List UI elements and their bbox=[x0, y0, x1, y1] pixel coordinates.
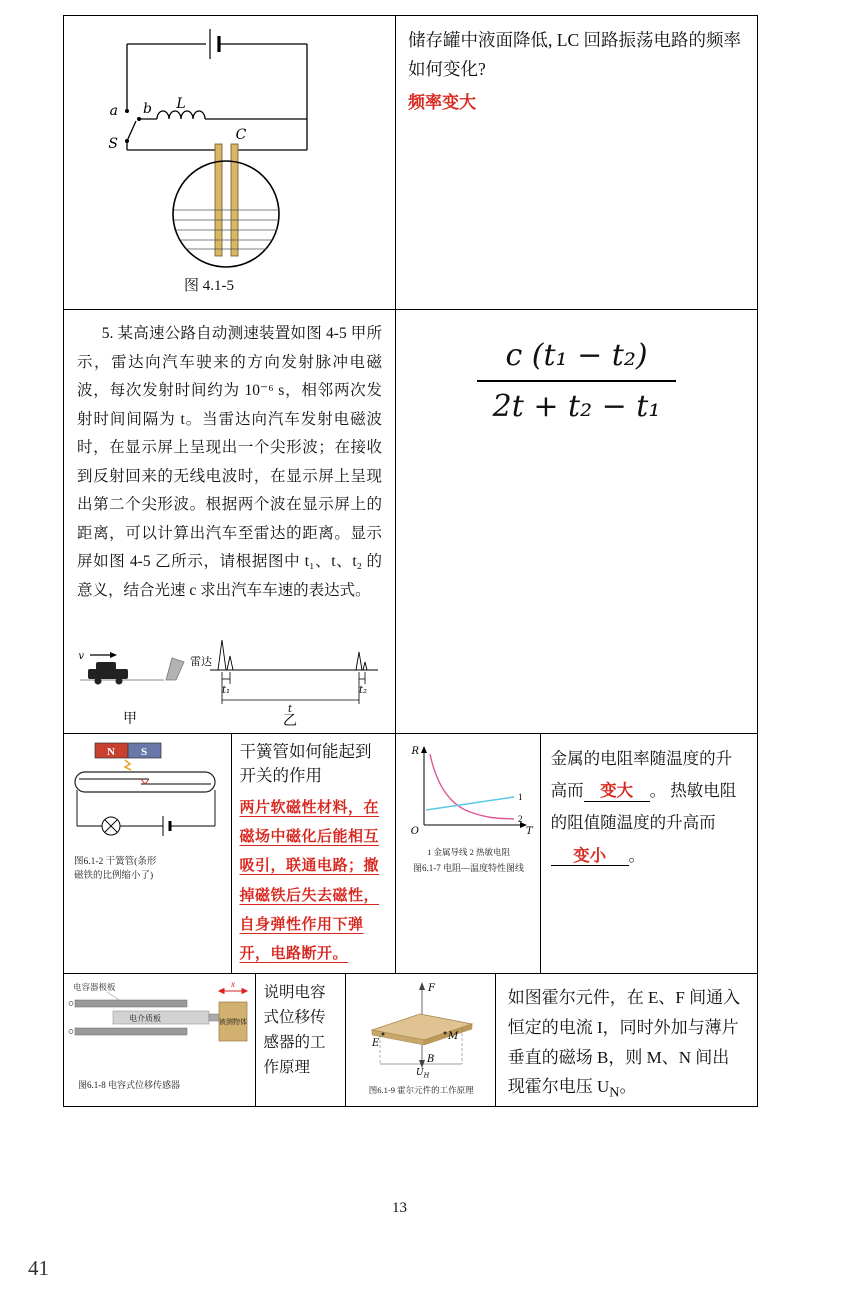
fill-line2-post: 。 bbox=[628, 845, 646, 865]
label-x: x bbox=[231, 979, 235, 989]
thermistor-curve bbox=[430, 754, 514, 819]
lc-circuit-figure bbox=[72, 22, 372, 274]
label-capacitor-plates: 电容器极板 bbox=[73, 982, 116, 992]
cell-speed-formula bbox=[395, 310, 757, 733]
corner-page-number: 41 bbox=[28, 1256, 49, 1280]
displacement-arrow bbox=[219, 989, 247, 994]
terminal-bottom bbox=[69, 1030, 73, 1034]
bar-magnet bbox=[95, 743, 161, 758]
liquid-lines bbox=[174, 210, 279, 249]
sensor-caption: 图6.1-8 电容式位移传感器 bbox=[78, 1080, 180, 1090]
label-dielectric: 电介质板 bbox=[129, 1014, 161, 1023]
hall-caption: 图6.1-9 霍尔元件的工作原理 bbox=[368, 1085, 474, 1095]
label-t2: t₂ bbox=[358, 685, 368, 696]
contact-overlap bbox=[141, 779, 149, 784]
label-e: E bbox=[372, 1038, 380, 1049]
hall-description-text: 如图霍尔元件，在 E、F 间通入恒定的电流 I，同时外加与薄片垂直的磁场 B，则 M、N 间出现霍尔电压 $U_N$。 bbox=[507, 988, 741, 1101]
lc-question-text: 储存罐中液面降低, LC 回路振荡电路的频率如何变化? bbox=[408, 30, 742, 79]
row-lc-circuit bbox=[64, 16, 757, 309]
formula-numerator: c (t₁ − t₂) bbox=[505, 338, 648, 373]
fill-line1-post: 。 bbox=[649, 781, 667, 801]
label-radar: 雷达 bbox=[190, 656, 212, 668]
resistance-temperature-graph bbox=[400, 742, 537, 842]
hall-element-figure bbox=[350, 978, 492, 1078]
metal-wire-curve bbox=[426, 797, 514, 810]
cell-rt-graph bbox=[395, 734, 540, 973]
bottom-plate bbox=[75, 1028, 187, 1035]
magnet-s-label: S bbox=[140, 746, 148, 758]
cell-lc-circuit-figure bbox=[64, 16, 395, 309]
pulse-2 bbox=[227, 656, 233, 670]
radar-problem-text: 5. 某高速公路自动测速装置如图 4-5 甲所示，雷达向汽车驶来的方向发射脉冲电磁波，每次发射时间约为 10⁻⁶ s，相邻两次发射时间间隔为 t。当雷达向汽车发射电磁波时，在显示屏上呈现出一个尖形波；在接收到反射回来的无线电波时，在显示屏上呈现出第二个尖形波。根据两个波在显示屏上的距离，可以计算出汽车至雷达的距离。显示屏如图 4-5 乙所示，请根据图中 t₁、t、t₂ 的意义，结合光速 c 求出汽车车速的表达式。 bbox=[77, 325, 383, 599]
radar-icon bbox=[166, 658, 184, 680]
contact-a bbox=[125, 109, 129, 113]
graph-x-label: T bbox=[526, 826, 533, 837]
label-s: S bbox=[108, 136, 118, 152]
hall-voltage-subscript: N bbox=[609, 1084, 620, 1101]
terminal-top bbox=[69, 1002, 73, 1006]
curve-1-label: 1 bbox=[518, 792, 523, 802]
fill-line1-blank: 变大 bbox=[584, 782, 650, 802]
speed-formula bbox=[396, 310, 757, 426]
cell-hall-figure bbox=[345, 974, 495, 1106]
fill-line1-pre: 金属的电阻率随温度的升高而 bbox=[550, 749, 733, 801]
reed-switch-figure bbox=[67, 738, 225, 854]
magnet-n-label: N bbox=[107, 746, 115, 758]
label-v: v bbox=[78, 651, 84, 662]
inductor-coil bbox=[157, 111, 205, 119]
reed-caption: 图6.1-2 干簧管(条形 磁铁的比例缩小了) bbox=[74, 857, 157, 881]
cell-reed-figure bbox=[64, 734, 231, 973]
label-m: M bbox=[448, 1031, 459, 1042]
formula-denominator: 2t + t₂ − t₁ bbox=[477, 380, 677, 426]
velocity-arrow bbox=[90, 652, 117, 658]
top-plate bbox=[75, 1000, 187, 1007]
displacement-sensor-figure bbox=[67, 979, 253, 1072]
cell-radar-problem bbox=[64, 310, 395, 733]
dimension-lines bbox=[222, 672, 368, 704]
graph-caption: 图6.1-7 电阻—温度特性图线 bbox=[413, 863, 525, 873]
row-sensors bbox=[64, 973, 757, 1106]
dielectric-slab bbox=[113, 1011, 209, 1024]
cell-resistance-fill bbox=[540, 734, 757, 973]
label-f: F bbox=[428, 983, 436, 994]
pulse-4 bbox=[363, 662, 367, 670]
label-c: C bbox=[235, 127, 247, 143]
connecting-rod bbox=[209, 1014, 219, 1021]
lc-answer-text: 频率变大 bbox=[408, 92, 477, 112]
storage-tank bbox=[173, 161, 279, 267]
spark-mark bbox=[125, 760, 131, 770]
graph-origin-label: O bbox=[410, 826, 420, 837]
worksheet-table bbox=[63, 15, 758, 1107]
cell-displacement-sensor bbox=[64, 974, 255, 1106]
fill-line2-pre: 热敏电阻的阻值随温度的升高而 bbox=[550, 781, 737, 833]
row-radar-problem bbox=[64, 309, 757, 733]
radar-figure bbox=[72, 622, 384, 728]
figure-caption-4-1-5: 图 4.1-5 bbox=[184, 278, 234, 294]
pulse-3 bbox=[356, 652, 362, 670]
resistance-fill-text bbox=[541, 734, 757, 872]
sensor-question-text: 说明电容式位移传感器的工作原理 bbox=[263, 984, 326, 1077]
cell-sensor-question bbox=[255, 974, 345, 1106]
reed-tube bbox=[75, 772, 215, 792]
graph-legend: 1 金属导线 2 热敏电阻 bbox=[427, 847, 510, 857]
cell-reed-question bbox=[231, 734, 396, 973]
reed-answer-handwritten: 两片软磁性材料，在磁场中磁化后能相互吸引，联通电路；撤掉磁铁后失去磁性，自身弹性作用下弹开，电路断开。 bbox=[239, 797, 380, 963]
pulse-1 bbox=[218, 640, 226, 670]
switch-blade bbox=[127, 121, 136, 141]
page-number: 13 bbox=[392, 1200, 407, 1216]
label-t: t bbox=[287, 704, 293, 715]
cell-hall-text bbox=[495, 974, 757, 1106]
row-reed-switch bbox=[64, 733, 757, 973]
graph-y-label: R bbox=[411, 746, 420, 757]
label-a: a bbox=[109, 103, 118, 119]
reed-question-text: 干簧管如何能起到开关的作用 bbox=[239, 742, 372, 785]
label-b: b bbox=[143, 101, 152, 117]
label-uh: $U_H$ bbox=[416, 1068, 430, 1078]
label-object: 被测物体 bbox=[219, 1018, 247, 1026]
cell-lc-question bbox=[395, 16, 757, 309]
label-b: B bbox=[427, 1054, 435, 1065]
label-l: L bbox=[176, 96, 186, 112]
label-jia: 甲 bbox=[123, 712, 137, 727]
car-icon bbox=[88, 662, 128, 685]
curve-2-label: 2 bbox=[518, 814, 523, 824]
fill-line2-blank: 变小 bbox=[551, 847, 629, 867]
label-yi: 乙 bbox=[283, 714, 297, 728]
label-t1: t₁ bbox=[221, 685, 231, 696]
